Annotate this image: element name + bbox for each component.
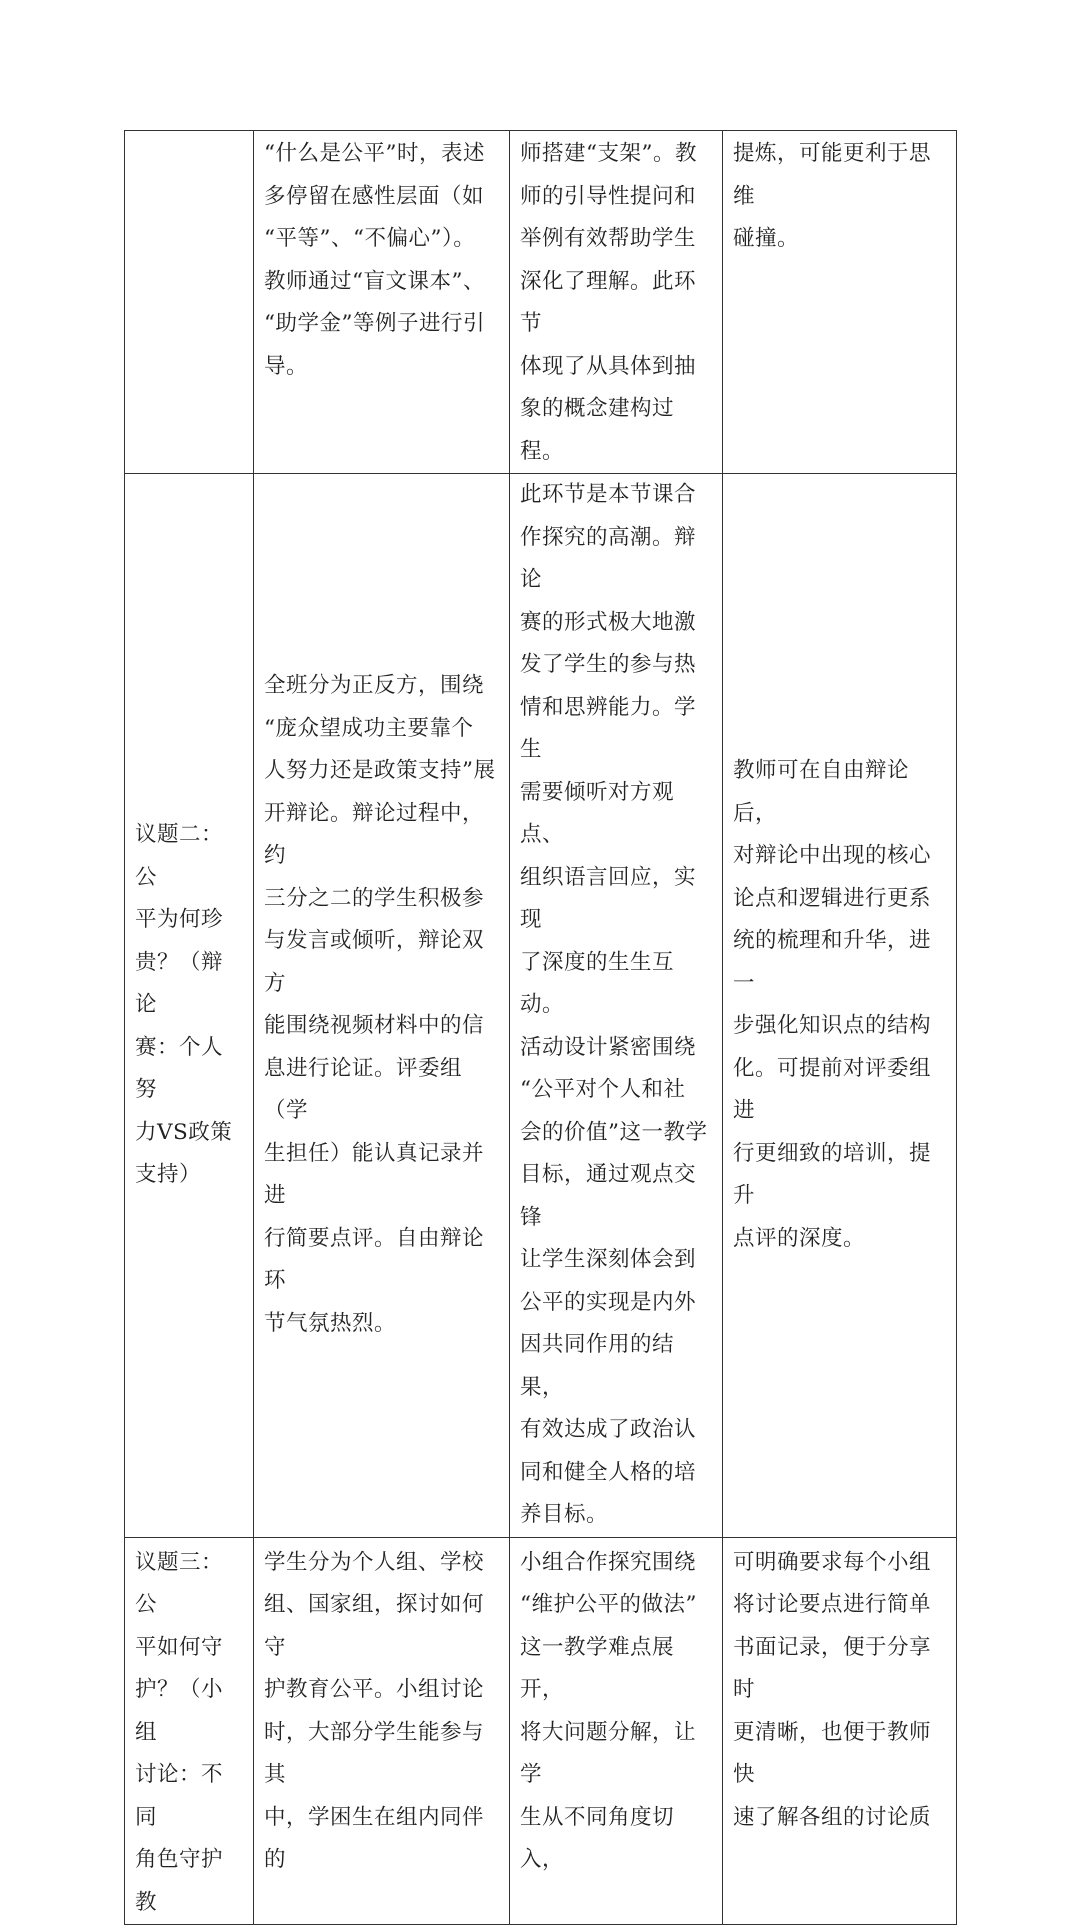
- topic-cell: 议题二：公 平为何珍 贵？（辩论 赛：个人努 力VS政策 支持）: [125, 474, 254, 1538]
- evaluation-cell: 师搭建“支架”。教 师的引导性提问和 举例有效帮助学生 深化了理解。此环节 体现了从具体到抽 象的概念建构过程。: [510, 131, 723, 474]
- process-cell: 学生分为个人组、学校 组、国家组，探讨如何守 护教育公平。小组讨论 时，大部分学生能参与其 中，学困生在组内同伴的: [254, 1537, 510, 1925]
- table-row: [125, 474, 957, 1538]
- evaluation-cell: 小组合作探究围绕 “维护公平的做法” 这一教学难点展开， 将大问题分解，让学 生从不同角度切入，: [510, 1537, 723, 1925]
- suggestion-cell: 提炼，可能更利于思维 碰撞。: [723, 131, 957, 474]
- topic-cell: 议题三：公 平如何守 护？（小组 讨论：不同 角色守护教: [125, 1537, 254, 1925]
- table-row: [125, 131, 957, 474]
- suggestion-cell: 教师可在自由辩论后， 对辩论中出现的核心 论点和逻辑进行更系 统的梳理和升华，进一 步强化知识点的结构 化。可提前对评委组进 行更细致的培训，提升 点评的深度。: [723, 474, 957, 1538]
- evaluation-table: [124, 130, 957, 1925]
- process-cell: 全班分为正反方，围绕 “庞众望成功主要靠个 人努力还是政策支持”展 开辩论。辩论过程中，约 三分之二的学生积极参 与发言或倾听，辩论双方 能围绕视频材料中的信 息进行论证。评委组（学 生担任）能认真记录并进 行简要点评。自由辩论环 节气氛热烈。: [254, 474, 510, 1538]
- evaluation-cell: 此环节是本节课合 作探究的高潮。辩论 赛的形式极大地激 发了学生的参与热 情和思辨能力。学生 需要倾听对方观点、 组织语言回应，实现 了深度的生生互动。 活动设计紧密围绕 “公平对个人和社 会的价值”这一教学 目标，通过观点交锋 让学生深刻体会到 公平的实现是内外 因共同作用的结果， 有效达成了政治认 同和健全人格的培 养目标。: [510, 474, 723, 1538]
- topic-cell: [125, 131, 254, 474]
- suggestion-cell: 可明确要求每个小组 将讨论要点进行简单 书面记录，便于分享时 更清晰，也便于教师快 速了解各组的讨论质: [723, 1537, 957, 1925]
- process-cell: “什么是公平”时，表述 多停留在感性层面（如 “平等”、“不偏心”）。 教师通过“盲文课本”、 “助学金”等例子进行引 导。: [254, 131, 510, 474]
- table-row: [125, 1537, 957, 1925]
